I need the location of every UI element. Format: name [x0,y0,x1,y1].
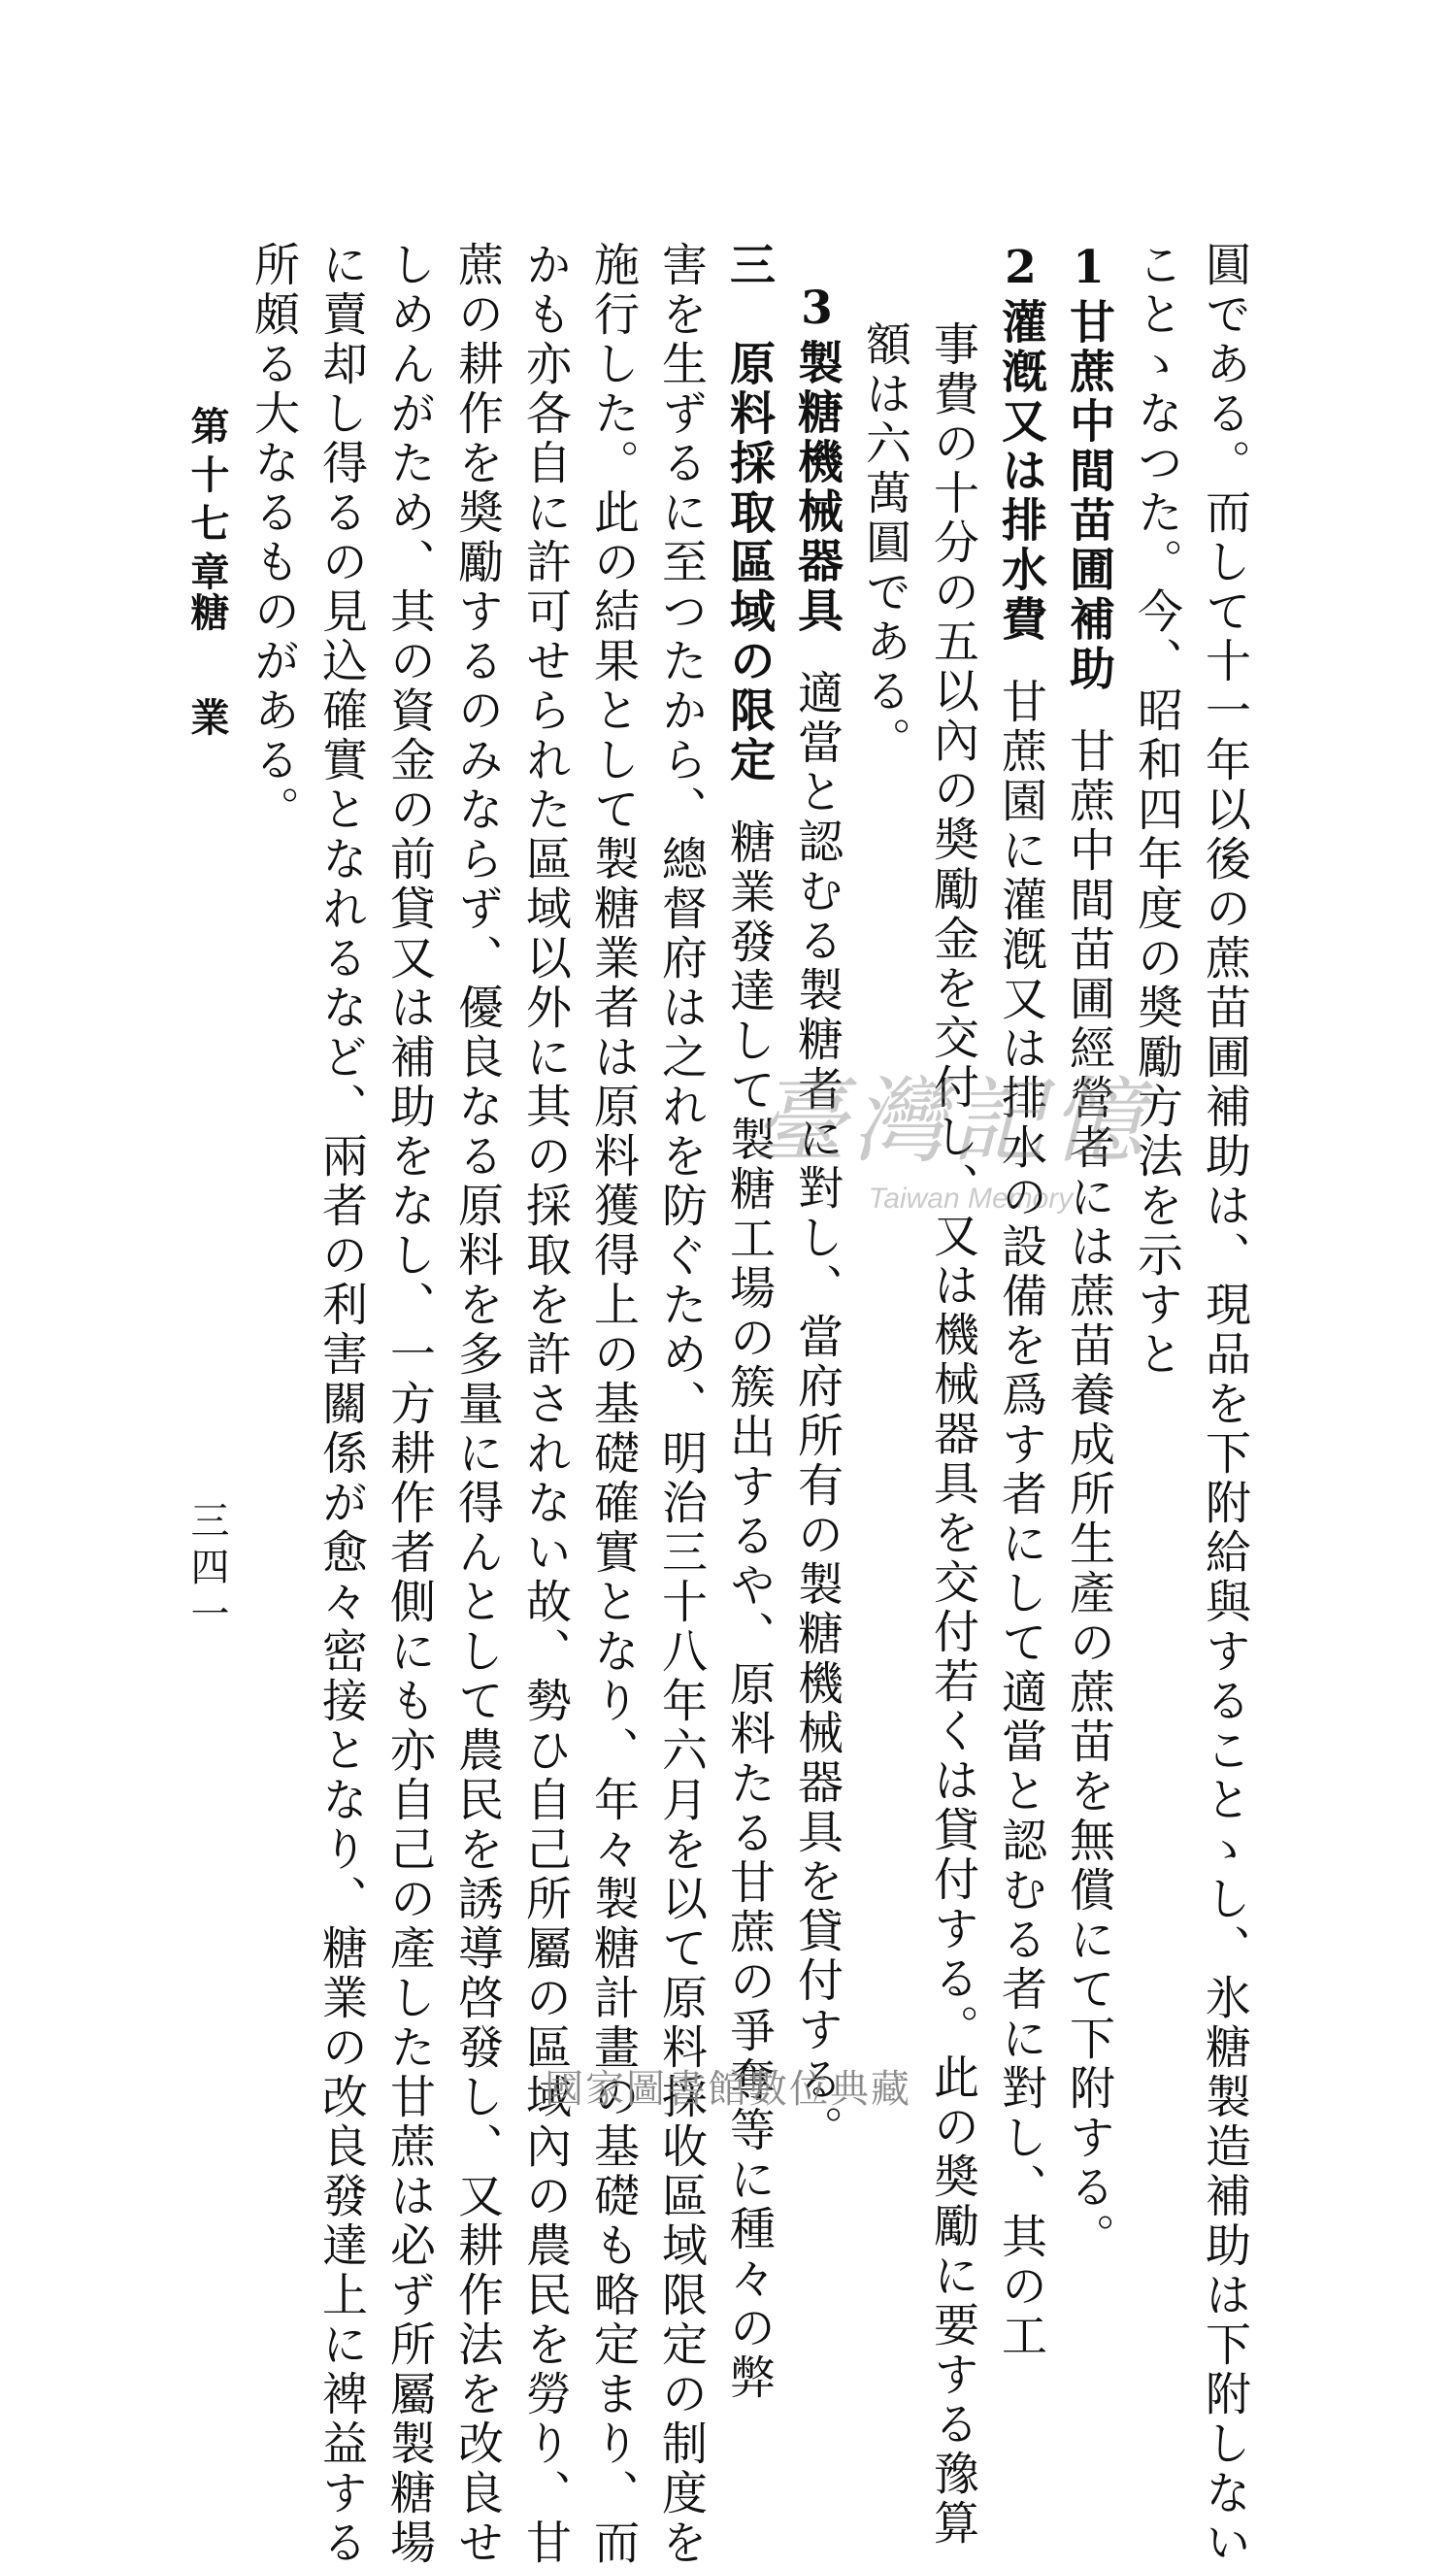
text-column-3 [1062,241,1115,2262]
column-text: 施行した。此の結果として製糖業者は原料獲得上の基礎確實となり、年々製糖計畫の基礎も略定まり、而 [586,241,640,2568]
text-column-6 [858,320,911,766]
text-column-11 [518,241,572,2568]
text-column-14 [314,241,368,2568]
text-column-15 [247,241,300,835]
column-text: 圓である。而して十一年以後の蔗苗圃補助は、現品を下附給與することゝし、氷糖製造補助は下附しない [1198,241,1251,2568]
column-text: 適當と認むる製糖者に對し、當府所有の製糖機械器具を貸付する。 [790,669,844,2154]
text-column-10 [586,241,640,2568]
column-text: 事費の十分の五以內の奬勵金を交付し、又は機械器具を交付若くは貸付する。此の奬勵に要する豫算 [926,320,979,2549]
text-column-2 [1130,241,1183,1380]
text-column-1 [1198,241,1251,2568]
watermark-subtitle: Taiwan Memory [868,1183,1074,1215]
section-heading-3: 3製糖機械器具 [790,282,844,636]
library-credit: 國家圖書館數位典藏 [545,2067,911,2112]
chapter-title: 糖 業 [184,592,230,750]
column-text: 害を生ずるに至つたから、總督府は之れを防ぐため、明治三十八年六月を以て原料採收區域限定の制度を [654,241,708,2568]
chapter-label: 第十七章 [184,406,230,600]
column-text: ことゝなつた。今、昭和四年度の奬勵方法を示すと [1130,241,1183,1380]
text-column-12 [450,241,504,2568]
column-text: しめんがため、其の資金の前貸又は補助をなし、一方耕作者側にも亦自己の產した甘蔗は必ず所屬製糖場 [382,241,436,2568]
column-text: 所頗る大なるものがある。 [247,241,300,835]
text-column-9 [654,241,708,2568]
text-column-7 [790,282,844,2154]
text-column-4 [994,241,1047,2361]
column-text: 額は六萬圓である。 [858,320,911,766]
column-text: かも亦各自に許可せられた區域以外に其の採取を許されない故、勢ひ自己所屬の區域內の農民を勞り、甘 [518,241,572,2568]
watermark-logo-text: 臺灣記憶 [753,1067,1149,1176]
section-heading-2: 2灌漑又は排水費 [994,241,1047,645]
section-heading-4: 三 原料採取區域の限定 [722,241,776,785]
page-number: 三四一 [184,1500,229,1640]
column-text: 糖業發達して製糖工場の簇出するや、原料たる甘蔗の爭奪等に種々の弊 [722,818,776,2403]
text-column-13 [382,241,436,2568]
column-text: 蔗の耕作を奬勵するのみならず、優良なる原料を多量に得んとして農民を誘導啓發し、又耕作法を改良せ [450,241,504,2568]
column-text: 甘蔗中間苗圃經營者には蔗苗養成所生產の蔗苗を無償にて下附する。 [1062,727,1115,2262]
text-column-5 [926,320,979,2549]
column-text: に賣却し得るの見込確實となれるなど、兩者の利害關係が愈々密接となり、糖業の改良發達上に裨益する [314,241,368,2568]
column-text: 甘蔗園に灌漑又は排水の設備を爲す者にして適當と認むる者に對し、其の工 [994,678,1047,2361]
section-heading-1: 1甘蔗中間苗圃補助 [1062,241,1115,694]
